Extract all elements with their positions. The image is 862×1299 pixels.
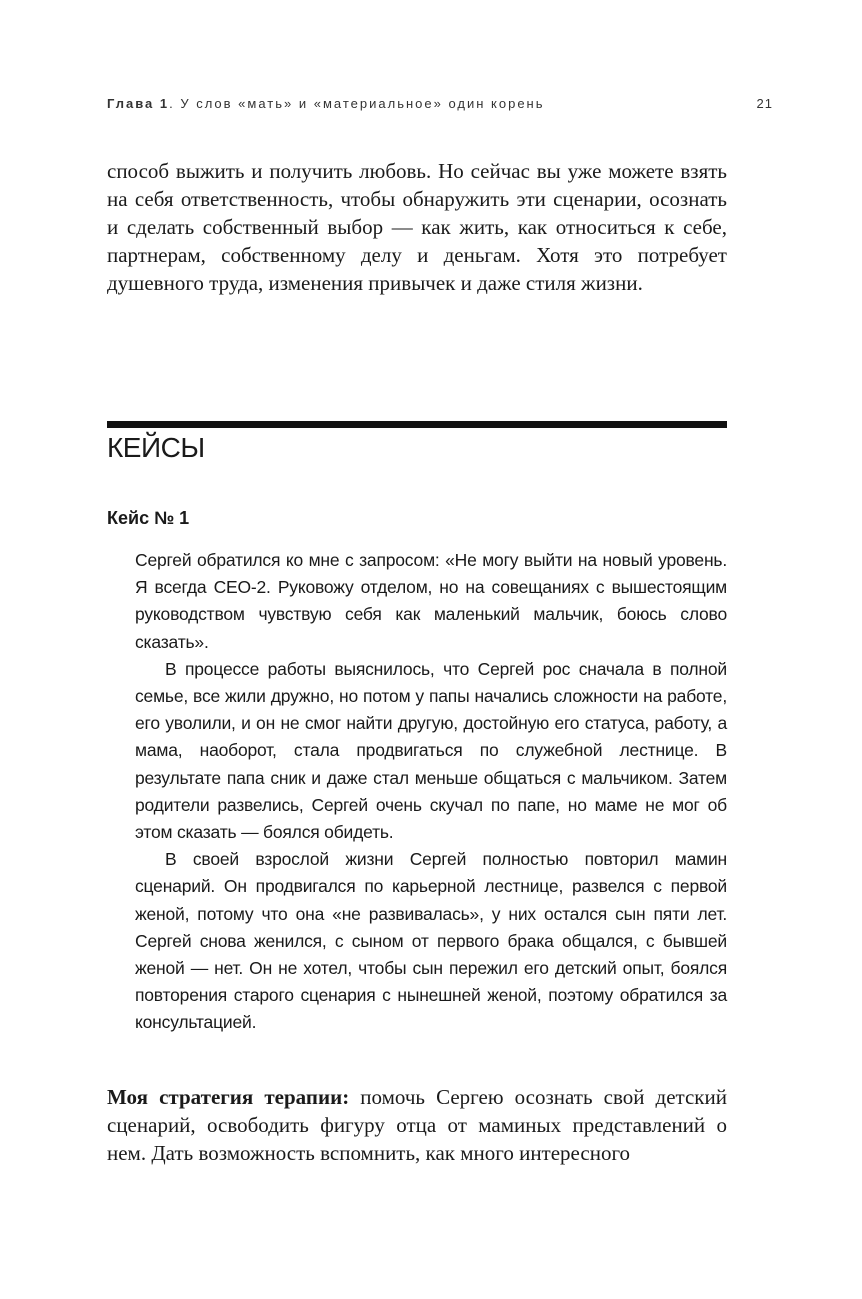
case-paragraph: В своей взрослой жизни Сергей полностью повторил мамин сценарий. Он продвигался по карьерной лестнице, развелся с первой женой, потому что она «не развивалась», у них остался сын пяти лет. Сергей снова женился, с сыном от первого брака общался, с бывшей женой — нет. Он не хотел, чтобы сын пережил его детский опыт, боялся повторения старого сценария с нынешней женой, поэтому обратился за консультацией. [135,849,727,1033]
chapter-label: Глава 1 [107,96,170,111]
strategy-lead: Моя стратегия терапии: [107,1085,350,1109]
strategy-paragraph [107,1083,727,1167]
running-header [107,96,773,116]
chapter-title: . У слов «мать» и «материальное» один корень [169,96,545,111]
intro-paragraph: способ выжить и получить любовь. Но сейчас вы уже можете взять на себя ответственность, чтобы обнаружить эти сценарии, осознать и сделать собственный выбор — как жить, как относиться к себе, партнерам, собственному делу и деньгам. Хотя это потребует душевного труда, изменения привычек и даже стиля жизни. [107,159,727,295]
case-paragraph: Сергей обратился ко мне с запросом: «Не могу выйти на новый уровень. Я всегда CEO-2. Руковожу отделом, но на совещаниях с вышестоящим руководством чувствую себя как маленький мальчик, боюсь слово сказать». [135,550,727,652]
strategy-text: помочь Сергею осознать свой детский сценарий, освободить фигуру отца от маминых представлений о нем. Дать возможность вспомнить, как много интересного [107,1085,727,1165]
section-divider [107,421,727,428]
section-title: КЕЙСЫ [107,432,205,463]
case-body [135,547,727,1037]
case-paragraph: В процессе работы выяснилось, что Сергей рос сначала в полной семье, все жили дружно, но потом у папы начались сложности на работе, его уволили, и он не смог найти другую, достойную его статуса, работу, а мама, наоборот, стала продвигаться по служебной лестнице. В результате папа сник и даже стал меньше общаться с мальчиком. Затем родители развелись, Сергей очень скучал по папе, но маме не мог об этом сказать — боялся обидеть. [135,658,727,843]
page-number: 21 [756,96,773,111]
case-title: Кейс № 1 [107,508,190,528]
